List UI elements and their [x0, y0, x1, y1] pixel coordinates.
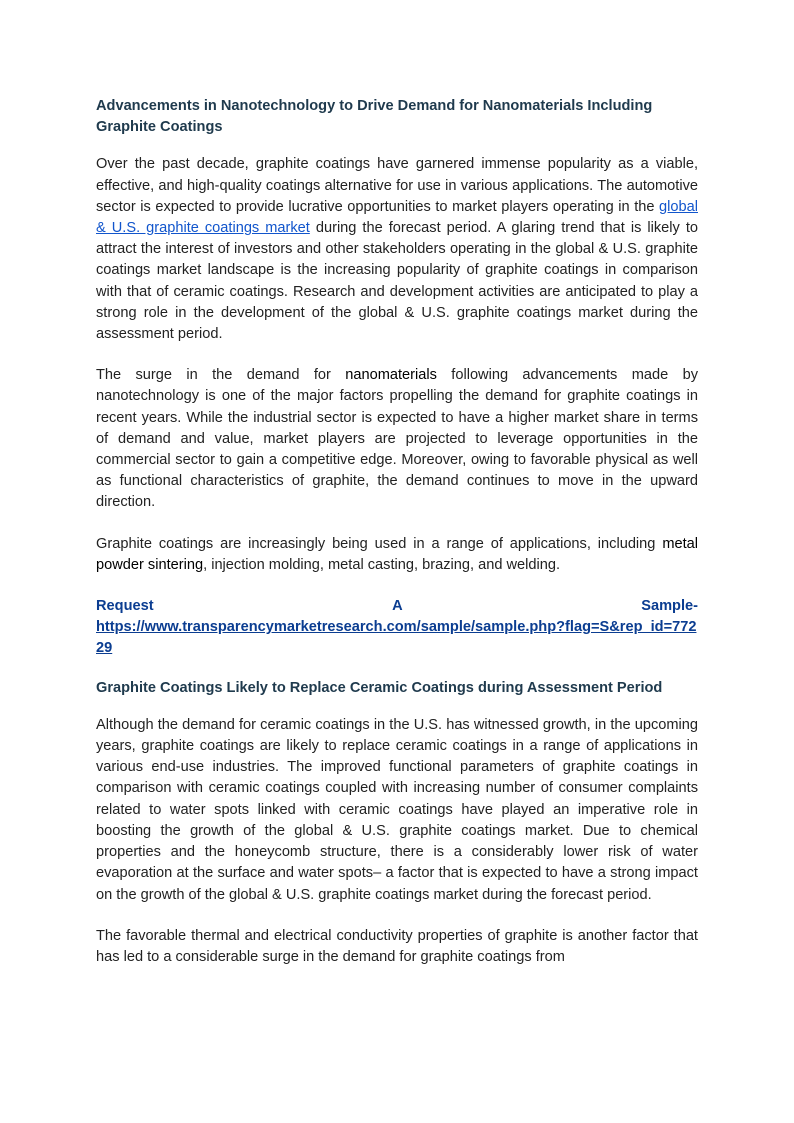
request-sample-label	[96, 596, 698, 617]
nanomaterials-keyword: nanomaterials	[345, 367, 437, 384]
paragraph-conductivity: The favorable thermal and electrical conductivity properties of graphite is another factor that has led to a considerable surge in the demand for graphite coatings from	[96, 927, 698, 965]
section-heading-nanotechnology: Advancements in Nanotechnology to Drive Demand for Nanomaterials Including Graphite Coatings	[96, 98, 653, 136]
a-word: A	[392, 598, 403, 615]
request-sample-block	[96, 596, 698, 660]
paragraph-nanomaterials-text-end: following advancements made by nanotechnology is one of the major factors propelling the demand for graphite coatings in recent years. While the industrial sector is expected to have a higher market share in terms of demand and value, market players are projected to leverage opportunities in the commercial sector to gain a competitive edge. Moreover, owing to favorable physical as well as functional characteristics of graphite, the demand continues to move in the upward direction.	[96, 367, 698, 511]
paragraph-overview-text-start: Over the past decade, graphite coatings have garnered immense popularity as a viable, effective, and high-quality coatings alternative for use in various applications. The automotive sector is expected to provide lucrative opportunities to market players operating in the	[96, 156, 698, 215]
paragraph-applications-text-start: Graphite coatings are increasingly being used in a range of applications, including	[96, 535, 663, 552]
paragraph-ceramic-coatings: Although the demand for ceramic coatings in the U.S. has witnessed growth, in the upcoming years, graphite coatings are likely to replace ceramic coatings in a range of applications in various end-use industries. The improved functional parameters of graphite coatings in comparison with ceramic coatings coupled with increasing number of consumer complaints related to water spots linked with ceramic coatings have played an imperative role in boosting the growth of the global & U.S. graphite coatings market. Due to chemical properties and the honeycomb structure, there is a considerably lower risk of water evaporation at the surface and water spots– a factor that is expected to have a strong impact on the growth of the global & U.S. graphite coatings market during the forecast period.	[96, 716, 698, 903]
paragraph-nanomaterials-text-start: The surge in the demand for	[96, 367, 346, 384]
paragraph-overview-text-end: during the forecast period. A glaring trend that is likely to attract the interest of investors and other stakeholders operating in the global & U.S. graphite coatings market landscape is the increasing popularity of graphite coatings in comparison with that of ceramic coatings. Research and development activities are anticipated to play a strong role in the development of the global & U.S. graphite coatings market during the assessment period.	[96, 220, 698, 343]
paragraph-applications-text-end: , injection molding, metal casting, brazing, and welding.	[203, 556, 561, 573]
request-word: Request	[96, 598, 154, 615]
sample-request-link[interactable]: https://www.transparencymarketresearch.com/sample/sample.php?flag=S&rep_id=77229	[96, 619, 697, 657]
paragraph-nanomaterials	[96, 365, 698, 513]
sample-word: Sample-	[641, 598, 698, 615]
document-page	[96, 96, 698, 988]
metal-powder-sintering-keyword: metal powder sintering	[96, 535, 698, 573]
paragraph-overview	[96, 154, 698, 345]
paragraph-applications	[96, 534, 698, 576]
section-heading-ceramic-replacement: Graphite Coatings Likely to Replace Ceramic Coatings during Assessment Period	[96, 679, 663, 696]
market-link[interactable]: global & U.S. graphite coatings market	[96, 198, 698, 237]
